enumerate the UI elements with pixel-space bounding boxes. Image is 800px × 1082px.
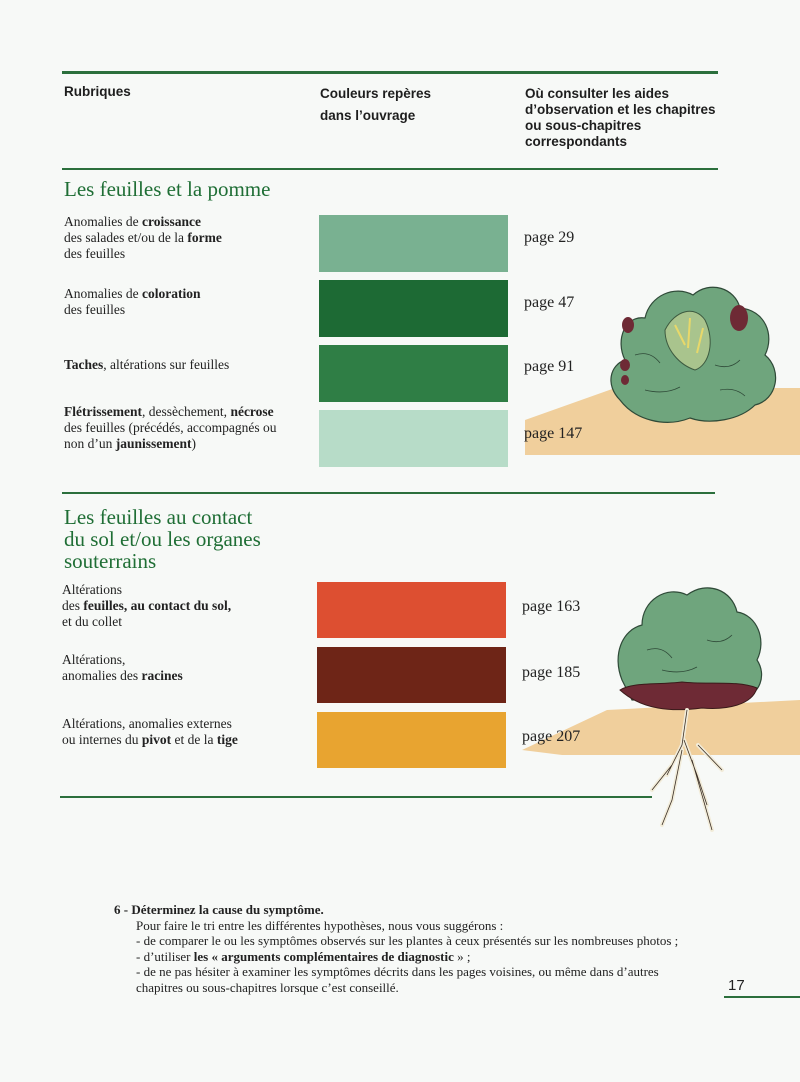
s2-row2-swatch bbox=[317, 647, 506, 703]
rotten-collar bbox=[620, 682, 757, 710]
header-rule bbox=[62, 168, 718, 170]
s1-row2-page: page 47 bbox=[524, 294, 575, 311]
diagnostic-note: 6 - Déterminez la cause du symptôme. Pour faire le tri entre les différentes hypothèses, nous vous suggérons : - de comparer le ou les symptômes observés sur les plantes à ceux présentés sur les nombreuses photos ; - d’utiliser les « arguments complémentaires de diagnostic » ; - de ne pas hésiter à examiner les symptômes décrits dans les pages voisines, ou même dans d’autres chapitres ou sous-chapitres lorsque c’est conseillé. bbox=[114, 902, 679, 995]
header-rubriques: Rubriques bbox=[64, 84, 131, 99]
section1-title: Les feuilles et la pomme bbox=[64, 177, 271, 201]
s1-row2-swatch bbox=[319, 280, 508, 337]
s2-row3-swatch bbox=[317, 712, 506, 768]
s1-row4-swatch bbox=[319, 410, 508, 467]
spot-4 bbox=[621, 375, 629, 385]
header-consulter: Où consulter les aides d’observation et les chapitres ou sous-chapitres correspondants bbox=[525, 86, 716, 149]
s1-row4-page: page 147 bbox=[524, 425, 583, 442]
section2-rule bbox=[60, 796, 652, 798]
s2-row2-page: page 185 bbox=[522, 664, 581, 681]
section1-rule bbox=[62, 492, 715, 494]
s1-row1-page: page 29 bbox=[524, 229, 575, 246]
page-number: 17 bbox=[728, 977, 745, 994]
s2-row3-desc: Altérations, anomalies externes ou internes du pivot et de la tige bbox=[62, 716, 238, 747]
s1-row1-desc: Anomalies de croissance des salades et/ou de la forme des feuilles bbox=[64, 214, 222, 261]
s1-row2-desc: Anomalies de coloration des feuilles bbox=[64, 286, 201, 317]
s2-row1-page: page 163 bbox=[522, 598, 581, 615]
spot-1 bbox=[622, 317, 634, 333]
s1-row3-page: page 91 bbox=[524, 358, 575, 375]
page-number-rule bbox=[724, 996, 800, 998]
s1-row1-swatch bbox=[319, 215, 508, 272]
s1-row4-desc: Flétrissement, dessèchement, nécrose des feuilles (précédés, accompagnés ou non d’un jaunissement) bbox=[64, 404, 277, 451]
s2-row2-desc: Altérations, anomalies des racines bbox=[62, 652, 183, 683]
header-couleurs: Couleurs repères dans l’ouvrage bbox=[320, 86, 432, 123]
lettuce-roots-icon bbox=[522, 570, 800, 840]
s1-row3-swatch bbox=[319, 345, 508, 402]
section2-title: Les feuilles au contact du sol et/ou les organes souterrains bbox=[64, 505, 261, 573]
s2-row3-page: page 207 bbox=[522, 728, 581, 745]
top-rule bbox=[62, 71, 718, 74]
spot-3 bbox=[620, 359, 630, 371]
s1-row3-desc: Taches, altérations sur feuilles bbox=[64, 357, 230, 372]
s2-row1-desc: Altérations des feuilles, au contact du sol, et du collet bbox=[62, 582, 232, 629]
s2-row1-swatch bbox=[317, 582, 506, 638]
spot-2 bbox=[730, 305, 748, 331]
